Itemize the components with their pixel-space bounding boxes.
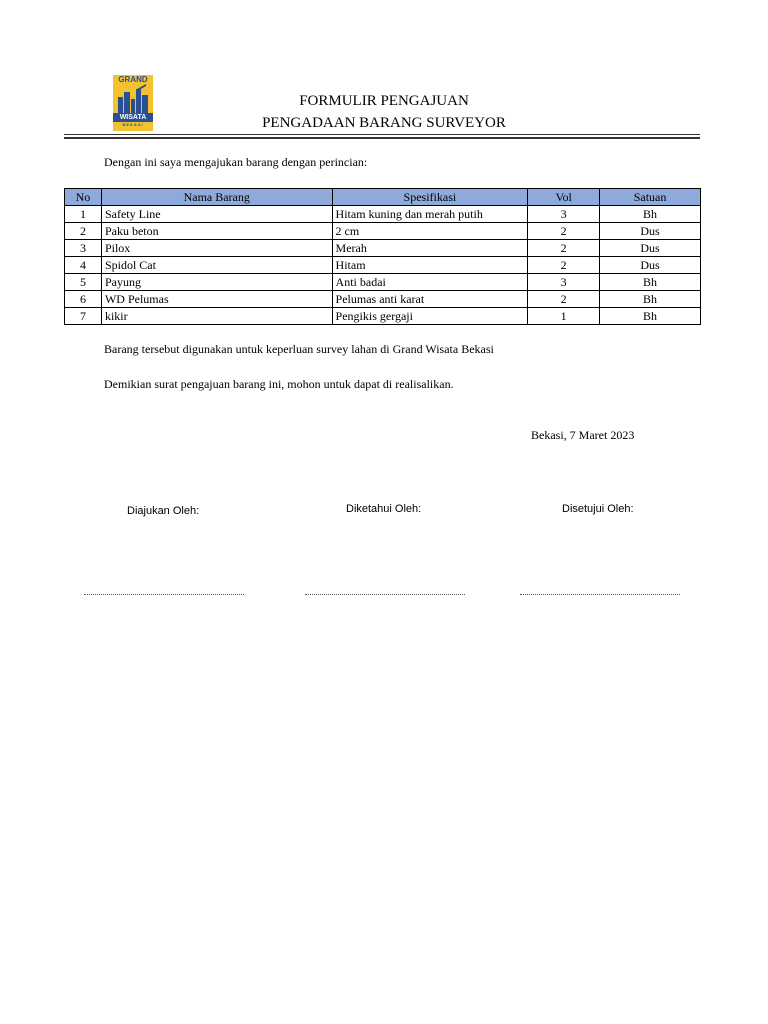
cell-satuan: Bh — [600, 308, 701, 325]
cell-nama-barang: kikir — [101, 308, 332, 325]
signature-label-submitted: Diajukan Oleh: — [127, 505, 200, 517]
cell-spesifikasi: Hitam kuning dan merah putih — [332, 206, 528, 223]
cell-spesifikasi: Pelumas anti karat — [332, 291, 528, 308]
header-vol: Vol — [528, 189, 600, 206]
cell-nama-barang: Paku beton — [101, 223, 332, 240]
signature-line-submitted — [84, 584, 244, 595]
cell-nama-barang: Pilox — [101, 240, 332, 257]
cell-no: 3 — [65, 240, 102, 257]
table-row — [65, 206, 701, 223]
cell-spesifikasi: Hitam — [332, 257, 528, 274]
header-nama-barang: Nama Barang — [101, 189, 332, 206]
signature-label-acknowledged: Diketahui Oleh: — [346, 503, 422, 515]
header-divider-thick — [64, 137, 700, 139]
signature-label-approved: Disetujui Oleh: — [562, 503, 634, 515]
signature-line-approved — [520, 584, 680, 595]
header-divider-thin — [64, 134, 700, 135]
cell-vol: 1 — [528, 308, 600, 325]
date-text: Bekasi, 7 Maret 2023 — [531, 428, 635, 442]
cell-nama-barang: Safety Line — [101, 206, 332, 223]
logo-text-top: GRAND — [118, 75, 148, 84]
signature-line-acknowledged — [305, 584, 465, 595]
cell-satuan: Dus — [600, 223, 701, 240]
items-table — [64, 188, 701, 325]
cell-nama-barang: Spidol Cat — [101, 257, 332, 274]
table-row — [65, 308, 701, 325]
cell-vol: 3 — [528, 206, 600, 223]
cell-vol: 2 — [528, 257, 600, 274]
company-logo — [113, 75, 153, 131]
cell-no: 4 — [65, 257, 102, 274]
cell-no: 1 — [65, 206, 102, 223]
cell-vol: 3 — [528, 274, 600, 291]
table-header-row — [65, 189, 701, 206]
cell-satuan: Bh — [600, 274, 701, 291]
cell-vol: 2 — [528, 291, 600, 308]
closing-text: Demikian surat pengajuan barang ini, mohon untuk dapat di realisalikan. — [104, 377, 454, 391]
page-title-line2: PENGADAAN BARANG SURVEYOR — [262, 115, 506, 131]
cell-nama-barang: WD Pelumas — [101, 291, 332, 308]
table-row — [65, 257, 701, 274]
table-row — [65, 240, 701, 257]
header-spesifikasi: Spesifikasi — [332, 189, 528, 206]
cell-no: 6 — [65, 291, 102, 308]
cell-spesifikasi: Merah — [332, 240, 528, 257]
logo-text-middle: WISATA — [113, 113, 153, 122]
header-no: No — [65, 189, 102, 206]
cell-spesifikasi: 2 cm — [332, 223, 528, 240]
cell-satuan: Dus — [600, 257, 701, 274]
intro-text: Dengan ini saya mengajukan barang dengan perincian: — [104, 155, 368, 169]
cell-nama-barang: Payung — [101, 274, 332, 291]
cell-spesifikasi: Pengikis gergaji — [332, 308, 528, 325]
page-title-line1: FORMULIR PENGAJUAN — [299, 93, 469, 109]
cell-satuan: Bh — [600, 206, 701, 223]
logo-text-bottom: BEKASI — [122, 122, 144, 127]
table-row — [65, 223, 701, 240]
cell-vol: 2 — [528, 223, 600, 240]
header-satuan: Satuan — [600, 189, 701, 206]
cell-no: 5 — [65, 274, 102, 291]
table-row — [65, 291, 701, 308]
cell-no: 2 — [65, 223, 102, 240]
cell-spesifikasi: Anti badai — [332, 274, 528, 291]
cell-satuan: Dus — [600, 240, 701, 257]
cell-satuan: Bh — [600, 291, 701, 308]
cell-no: 7 — [65, 308, 102, 325]
purpose-text: Barang tersebut digunakan untuk keperluan survey lahan di Grand Wisata Bekasi — [104, 342, 494, 356]
table-row — [65, 274, 701, 291]
cell-vol: 2 — [528, 240, 600, 257]
